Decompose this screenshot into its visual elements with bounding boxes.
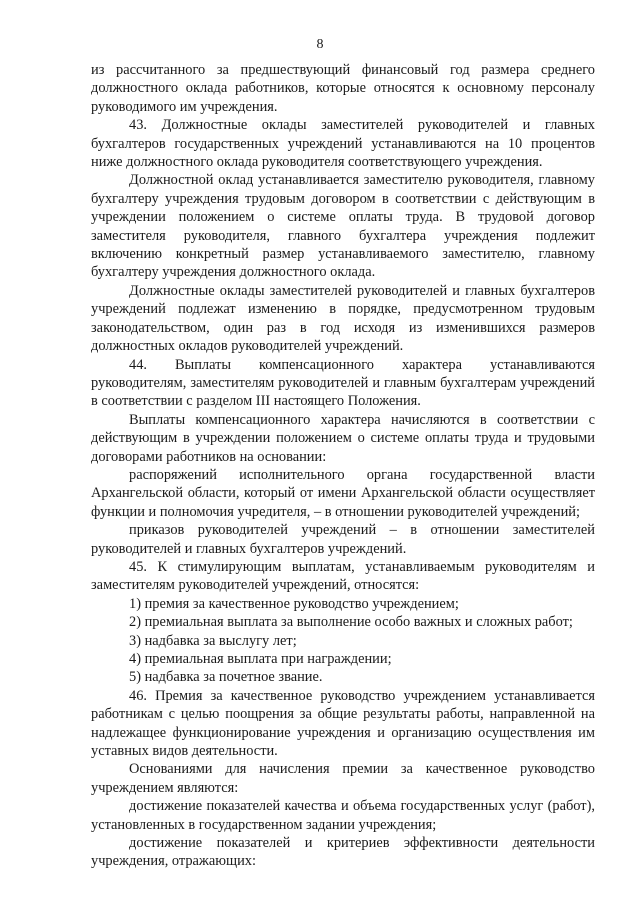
paragraph: достижение показателей и критериев эффективности деятельности учреждения, отражающих: bbox=[91, 835, 595, 870]
document-body bbox=[91, 61, 595, 871]
list-item: 3) надбавка за выслугу лет; bbox=[129, 632, 297, 649]
list-item: 2) премиальная выплата за выполнение особо важных и сложных работ; bbox=[129, 614, 573, 631]
paragraph: Выплаты компенсационного характера начисляются в соответствии с действующим в учреждении положением о системе оплаты труда и трудовыми договорами работников на основании: bbox=[91, 411, 595, 465]
paragraph: из рассчитанного за предшествующий финансовый год размера среднего должностного оклада работников, которые относятся к основному персоналу руководимого им учреждения. bbox=[91, 62, 595, 115]
page-number: 8 bbox=[316, 37, 324, 52]
paragraph: 43. Должностные оклады заместителей руководителей и главных бухгалтеров государственных учреждений устанавливаются на 10 процентов ниже должностного оклада руководителя соответствующего учреждения. bbox=[91, 117, 595, 171]
list-item: 4) премиальная выплата при награждении; bbox=[129, 651, 392, 667]
paragraph: 46. Премия за качественное руководство учреждением устанавливается работникам с целью поощрения за общие результаты работы, направленной на надлежащее функционирование учреждения и организацию осуществления им уставных видов деятельности. bbox=[91, 687, 595, 760]
paragraph: 44. Выплаты компенсационного характера устанавливаются руководителям, заместителям руководителей и главным бухгалтерам учреждений в соответствии с разделом III настоящего Положения. bbox=[91, 356, 595, 410]
paragraph: 45. К стимулирующим выплатам, устанавливаемым руководителям и заместителям руководителей учреждений, относятся: bbox=[91, 558, 595, 594]
paragraph: Должностные оклады заместителей руководителей и главных бухгалтеров учреждений подлежат изменению в порядке, предусмотренном трудовым законодательством, один раз в год исходя из изменившихся размеров должностных окладов руководителей учреждений. bbox=[91, 282, 595, 355]
paragraph: Должностной оклад устанавливается заместителю руководителя, главному бухгалтеру учреждения трудовым договором в соответствии с действующим в учреждении положением о системе оплаты труда. В трудовой договор заместителя руководителя, главного бухгалтера учреждения подлежит включению конкретный размер устанавливаемого заместителю, главному бухгалтеру учреждения должностного оклада. bbox=[91, 172, 595, 281]
list-item: 1) премия за качественное руководство учреждением; bbox=[129, 595, 459, 612]
paragraph: приказов руководителей учреждений – в отношении заместителей руководителей и главных бухгалтеров учреждений. bbox=[91, 522, 595, 557]
paragraph: достижение показателей качества и объема государственных услуг (работ), установленных в государственном задании учреждения; bbox=[91, 798, 595, 833]
paragraph: Основаниями для начисления премии за качественное руководство учреждением являются: bbox=[91, 761, 595, 796]
paragraph: распоряжений исполнительного органа государственной власти Архангельской области, который от имени Архангельской области осуществляет функции и полномочия учредителя, – в отношении руководителей учреждений; bbox=[91, 466, 595, 520]
list-item: 5) надбавка за почетное звание. bbox=[129, 669, 323, 686]
